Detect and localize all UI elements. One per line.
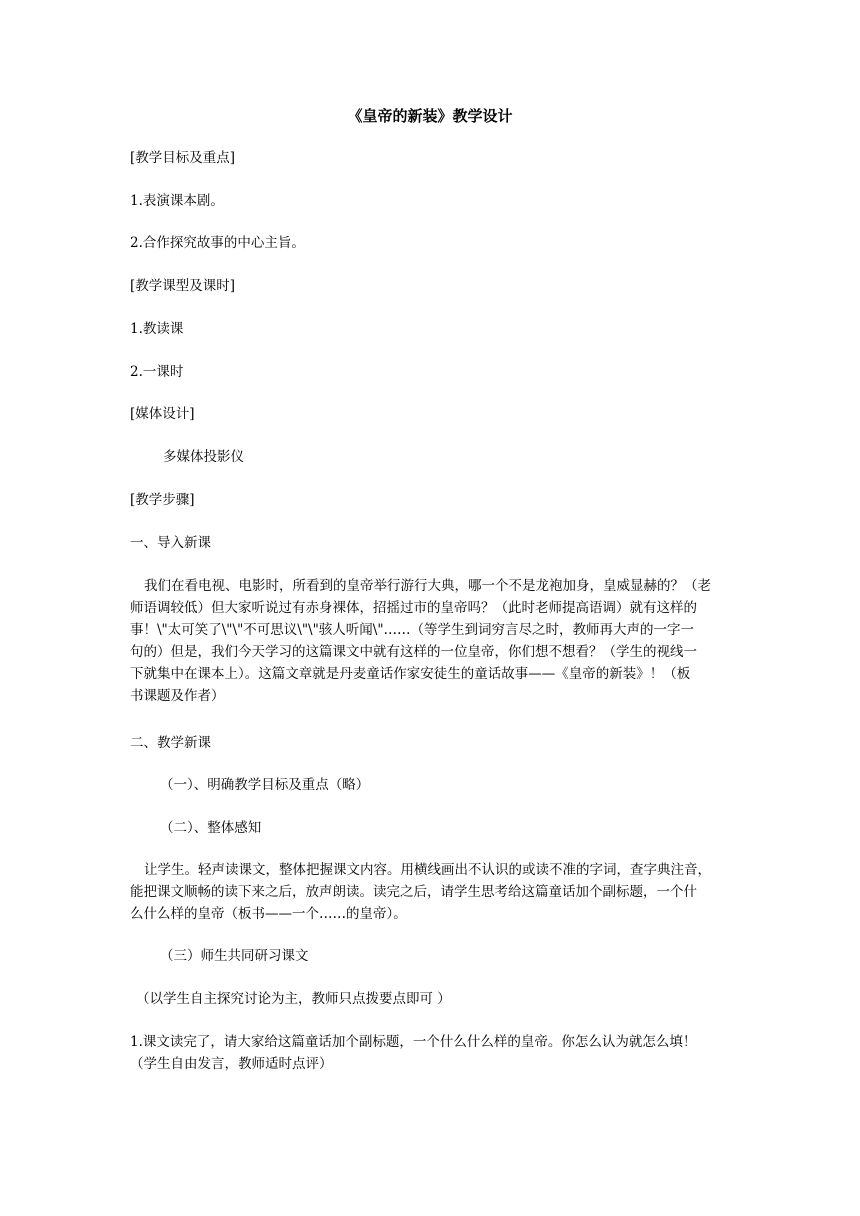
subsection-2: （二）、整体感知 [160,820,262,836]
paragraph-line: 事！\"太可笑了\"\"不可思议\"\"骇人听闻\"……（等学生到词穷言尽之时，教师再大声的一字一 [130,622,695,638]
media-item: 多媒体投影仪 [163,449,244,465]
steps-heading: [教学步骤] [130,492,195,508]
paragraph-line: 我们在看电视、电影时，所看到的皇帝举行游行大典，哪一个不是龙袍加身，皇威显赫的？（老 [144,578,711,594]
type-heading: [教学课型及课时] [130,278,236,294]
section-2-heading: 二、教学新课 [130,735,211,751]
subsection-3: （三）师生共同研习课文 [160,948,309,964]
objective-2: 2.合作探究故事的中心主旨。 [130,235,305,251]
reading-paragraph [130,859,742,925]
objective-1: 1.表演课本剧。 [130,193,224,209]
paragraph-line: （学生自由发言，教师适时点评） [130,1056,333,1072]
paragraph-line: 么什么样的皇帝（板书——一个……的皇帝）。 [130,906,407,922]
subsection-1: （一）、明确教学目标及重点（略） [160,777,370,793]
intro-paragraph [130,575,742,707]
media-heading: [媒体设计] [130,406,195,422]
paragraph-line: 书课题及作者） [130,688,225,704]
objectives-heading: [教学目标及重点] [130,150,236,166]
question-paragraph [130,1031,742,1075]
paragraph-line: 下就集中在课本上）。这篇文章就是丹麦童话作家安徒生的童话故事——《皇帝的新装》！（板 [130,666,691,682]
type-2: 2.一课时 [130,364,184,380]
paragraph-line: 句的）但是，我们今天学习的这篇课文中就有这样的一位皇帝，你们想不想看？（学生的视线一 [130,644,697,660]
document-title: 《皇帝的新装》教学设计 [347,107,513,125]
paragraph-line: 1.课文读完了，请大家给这篇童话加个副标题，一个什么什么样的皇帝。你怎么认为就怎么填！ [130,1034,697,1050]
paragraph-line: 师语调较低）但大家听说过有赤身裸体，招摇过市的皇帝吗？（此时老师提高语调）就有这样的 [130,600,697,616]
paragraph-line: 能把课文顺畅的读下来之后，放声朗读。读完之后，请学生思考给这篇童话加个副标题，一个什 [130,884,697,900]
paragraph-line: 让学生。轻声读课文，整体把握课文内容。用横线画出不认识的或读不准的字词，查字典注音， [144,862,711,878]
type-1: 1.教读课 [130,321,184,337]
section-1-heading: 一、导入新课 [130,535,211,551]
subsection-3-note: （以学生自主探究讨论为主，教师只点拨要点即可 ） [136,991,451,1007]
